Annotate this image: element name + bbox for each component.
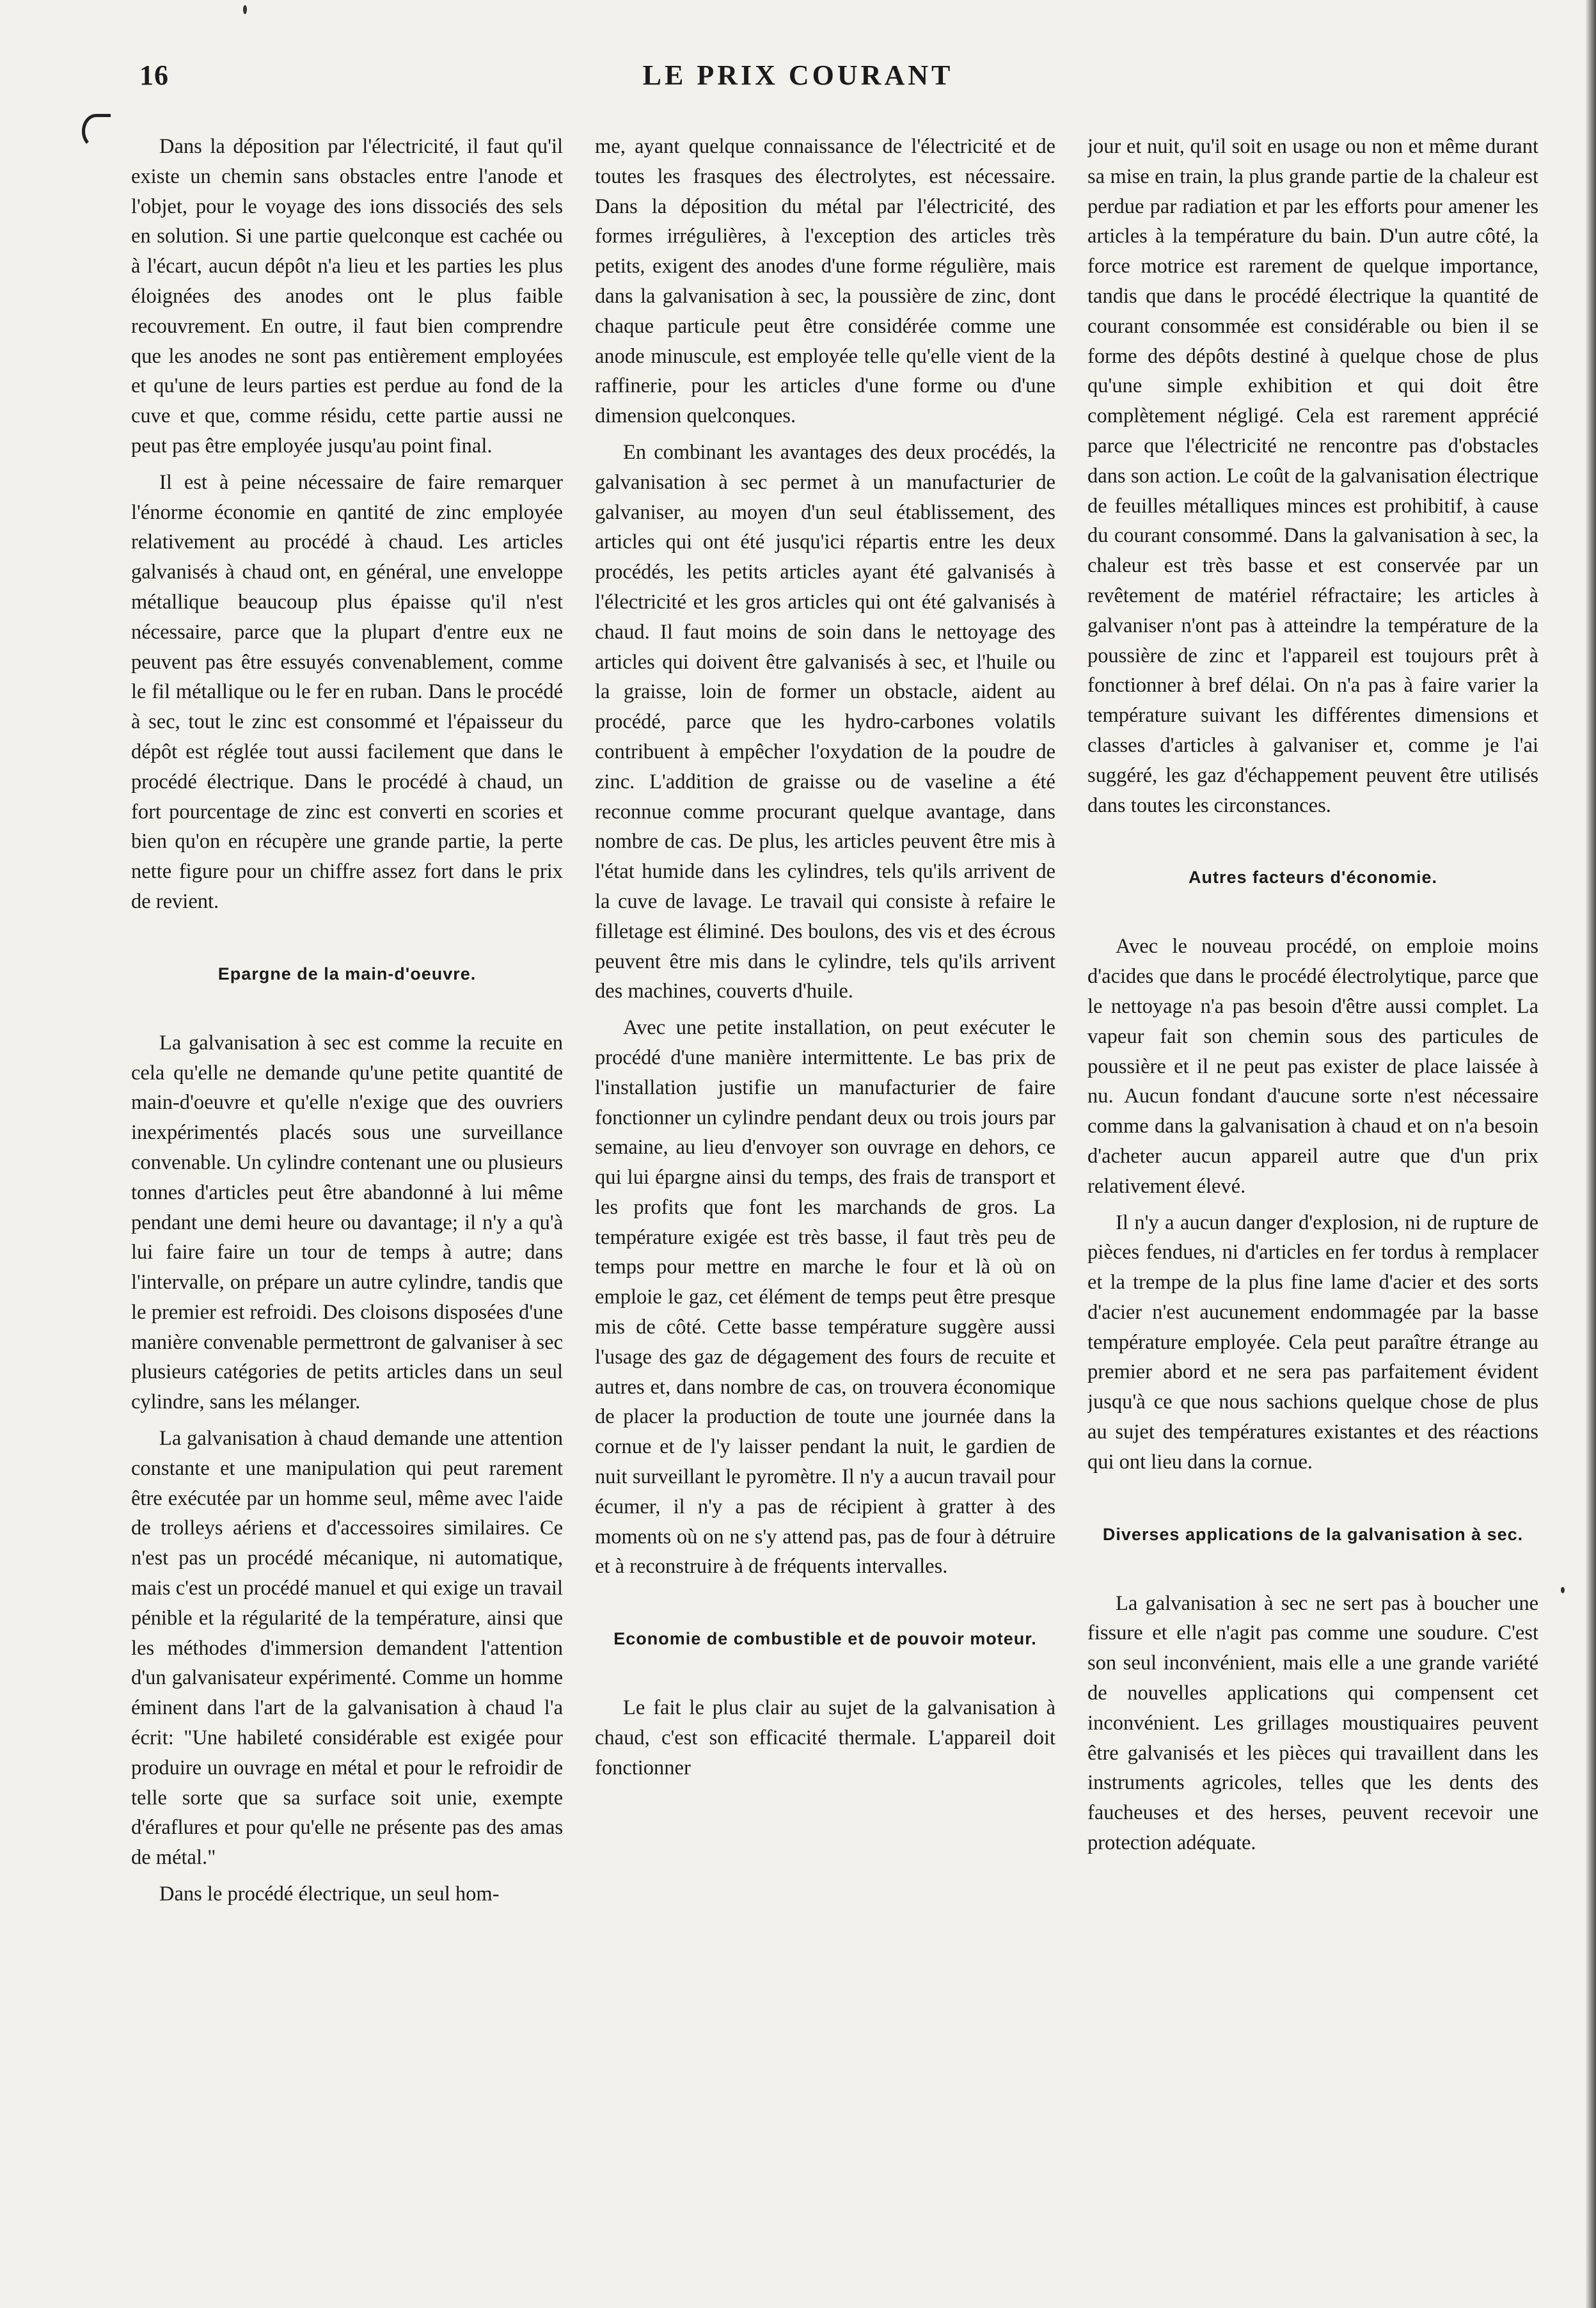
section-heading: Economie de combustible et de pouvoir moteur. xyxy=(613,1629,1037,1649)
section-heading: Autres facteurs d'économie. xyxy=(1188,868,1438,887)
paragraph: me, ayant quelque connaissance de l'électricité et de toutes les frasques des électrolytes, est nécessaire. Dans la déposition du métal par l'électricité, des formes irrégulières, à l'exception des articles très petits, exigent des anodes d'une forme régulière, mais dans la galvanisation à sec, la poussière de zinc, dont chaque particule peut être considérée comme une anode minuscule, est employée telle qu'elle vient de la raffinerie, pour les articles d'une forme ou d'une dimension quelconques. xyxy=(595,135,1055,428)
paragraph: La galvanisation à sec ne sert pas à boucher une fissure et elle n'agit pas comme une soudure. C'est son seul inconvénient, mais elle a une grande variété de nouvelles applications qui compensent cet inconvénient. Les grillages moustiquaires peuvent être galvanisés et les pièces qui travaillent dans les instruments agricoles, telles que les dents des faucheuses et des herses, peuvent recevoir une protection adéquate. xyxy=(1087,1591,1538,1855)
paragraph: Il n'y a aucun danger d'explosion, ni de rupture de pièces fendues, ni d'articles en fer tordus à remplacer et la trempe de la plus fine lame d'acier et des sorts d'acier n'est aucunement endommagée par la basse température employée. Cela peut paraître étrange au premier abord et ne sera pas parfaitement évident jusqu'à ce que nous sachions quelque chose de plus au sujet des températures existantes et des réactions qui ont lieu dans la cornue. xyxy=(1087,1211,1538,1474)
column-3 xyxy=(1087,132,1538,2295)
paragraph: Il est à peine nécessaire de faire remarquer l'énorme économie en qantité de zinc employée relativement au procédé à chaud. Les articles galvanisés à chaud ont, en général, une enveloppe métallique beaucoup plus épaisse qu'il n'est nécessaire, parce que la plupart d'entre eux ne peuvent pas être essuyés convenablement, comme le fil métallique ou le fer en ruban. Dans le procédé à sec, tout le zinc est consommé et l'épaisseur du dépôt est réglée tout aussi facilement que dans le procédé électrique. Dans le procédé à chaud, un fort pourcentage de zinc est converti en scories et bien qu'on en récupère une grande partie, la perte nette figure pour un chiffre assez fort dans le prix de revient. xyxy=(131,470,563,913)
paragraph: Dans le procédé électrique, un seul hom- xyxy=(159,1882,500,1906)
column-2 xyxy=(595,132,1055,2295)
paragraph: Avec le nouveau procédé, on emploie moins d'acides que dans le procédé électrolytique, parce que le nettoyage n'a pas besoin d'être aussi complet. La vapeur fait son chemin sous des particules de poussière et il ne peut pas exister de place laissée à nu. Aucun fondant d'aucune sorte n'est nécessaire comme dans la galvanisation à chaud et on n'a besoin d'acheter aucun appareil autre que d'un prix relativement élevé. xyxy=(1087,935,1538,1198)
page-number: 16 xyxy=(139,60,169,91)
column-1 xyxy=(131,132,563,2295)
paragraph: Avec une petite installation, on peut exécuter le procédé d'une manière intermittente. Le bas prix de l'installation justifie un manufacturier de faire fonctionner un cylindre pendant deux ou trois jours par semaine, au lieu d'envoyer son ouvrage en dehors, ce qui lui épargne ainsi du temps, des frais de transport et les profits que font les marchands de gros. La température exigée est très basse, il faut très peu de temps pour mettre en marche le four et là où on emploie le gaz, cet élément de temps peut être presque mis de côté. Cette basse température suggère aussi l'usage des gaz de dégagement des fours de recuite et autres et, dans nombre de cas, on trouvera économique de placer la production de toute une journée dans la cornue et de l'y laisser pendant la nuit, le gardien de nuit surveillant le pyromètre. Il n'y a aucun travail pour écumer, il n'y a pas de récipient à gratter à des moments où on ne s'y attend pas, pas de four à détruire et à reconstruire à de fréquents intervalles. xyxy=(595,1016,1055,1579)
paragraph: Le fait le plus clair au sujet de la galvanisation à chaud, c'est son efficacité thermale. L'appareil doit fonctionner xyxy=(595,1696,1055,1779)
running-title: LE PRIX COURANT xyxy=(642,60,954,91)
handwritten-bracket-mark xyxy=(82,114,111,148)
scan-edge-shadow xyxy=(1586,0,1596,2308)
paragraph: Dans la déposition par l'électricité, il faut qu'il existe un chemin sans obstacles entre l'anode et l'objet, pour le voyage des ions dissociés des sels en solution. Si une partie quelconque est cachée ou à l'écart, aucun dépôt n'a lieu et les parties les plus éloignées des anodes ont le plus faible recouvrement. En outre, il faut bien comprendre que les anodes ne sont pas entièrement employées et qu'une de leurs parties est perdue au fond de la cuve et que, comme résidu, cette partie aussi ne peut pas être employée jusqu'au point final. xyxy=(131,135,563,458)
section-heading: Epargne de la main-d'oeuvre. xyxy=(217,964,477,983)
paragraph: En combinant les avantages des deux procédés, la galvanisation à sec permet à un manufacturier de galvaniser, au moyen d'un seul établissement, des articles qui ont été jusqu'ici répartis entre les deux procédés, les petits articles ayant été galvanisés à l'électricité et les gros articles qui ont été galvanisés à chaud. Il faut moins de soin dans le nettoyage des articles qui doivent être galvanisés à sec, et l'huile ou la graisse, loin de former un obstacle, aident au procédé, parce que les hydro-carbones volatils contribuent à empêcher l'oxydation de la poudre de zinc. L'addition de graisse ou de vaseline a été reconnue comme procurant quelque avantage, dans nombre de cas. De plus, les articles peuvent être mis à l'état humide dans les cylindres, tels qu'ils arrivent de la cuve de lavage. Le travail qui consiste à refaire le filletage est éliminé. Des boulons, des vis et des écrous peuvent être mis dans le cylindre, tels qu'ils arrivent des machines, couverts d'huile. xyxy=(595,440,1055,1003)
paragraph: jour et nuit, qu'il soit en usage ou non et même durant sa mise en train, la plus grande partie de la chaleur est perdue par radiation et par les efforts pour amener les articles à la température du bain. D'un autre côté, la force motrice est rarement de quelque importance, tandis que dans le procédé électrique la quantité de courant consommée est considérable ou bien il se forme des dépôts destiné à quelque chose de plus qu'une simple exhibition et qui doit être complètement négligé. Cela est rarement apprécié parce que l'électricité ne rencontre pas d'obstacles dans son action. Le coût de la galvanisation électrique de feuilles métalliques minces est prohibitif, à cause du courant consommé. Dans la galvanisation à sec, la chaleur est très basse et est conservée par un revêtement de matériel réfractaire; les articles à galvaniser n'ont pas à atteindre la température de la poussière de zinc et l'appareil est toujours prêt à fonctionner à bref délai. On n'a pas à faire varier la température suivant les différentes dimensions et classes d'articles à galvaniser et, comme je l'ai suggéré, les gaz d'échappement peuvent être utilisés dans toutes les circonstances. xyxy=(1087,135,1538,817)
section-heading: Diverses applications de la galvanisation à sec. xyxy=(1102,1524,1524,1544)
paragraph: La galvanisation à chaud demande une attention constante et une manipulation qui peut rarement être exécutée par un homme seul, même avec l'aide de trolleys aériens et d'accessoires similaires. Ce n'est pas un procédé mécanique, ni automatique, mais c'est un procédé manuel et qui exige un travail pénible et la régularité de la température, ainsi que les méthodes d'immersion demandent l'attention d'un galvanisateur expérimenté. Comme un homme éminent dans l'art de la galvanisation à chaud l'a écrit: "Une habileté considérable est exigée pour produire un ouvrage en métal et pour le refroidir de telle sorte que sa surface soit unie, exempte d'éraflures et pour qu'elle ne présente pas des amas de métal." xyxy=(131,1427,563,1870)
paragraph: La galvanisation à sec est comme la recuite en cela qu'elle ne demande qu'une petite quantité de main-d'oeuvre et qu'elle n'exige que des ouvriers inexpérimentés placés sous une surveillance convenable. Un cylindre contenant une ou plusieurs tonnes d'articles peut être abandonné à lui même pendant une demi heure ou davantage; il n'y a qu'à lui faire faire un tour de temps à autre; dans l'intervalle, on prépare un autre cylindre, tandis que le premier est refroidi. Des cloisons disposées d'une manière convenable permettront de galvaniser à sec plusieurs catégories de petits articles dans un seul cylindre, sans les mélanger. xyxy=(131,1031,563,1414)
print-speck xyxy=(1561,1587,1565,1593)
print-speck xyxy=(243,5,247,14)
